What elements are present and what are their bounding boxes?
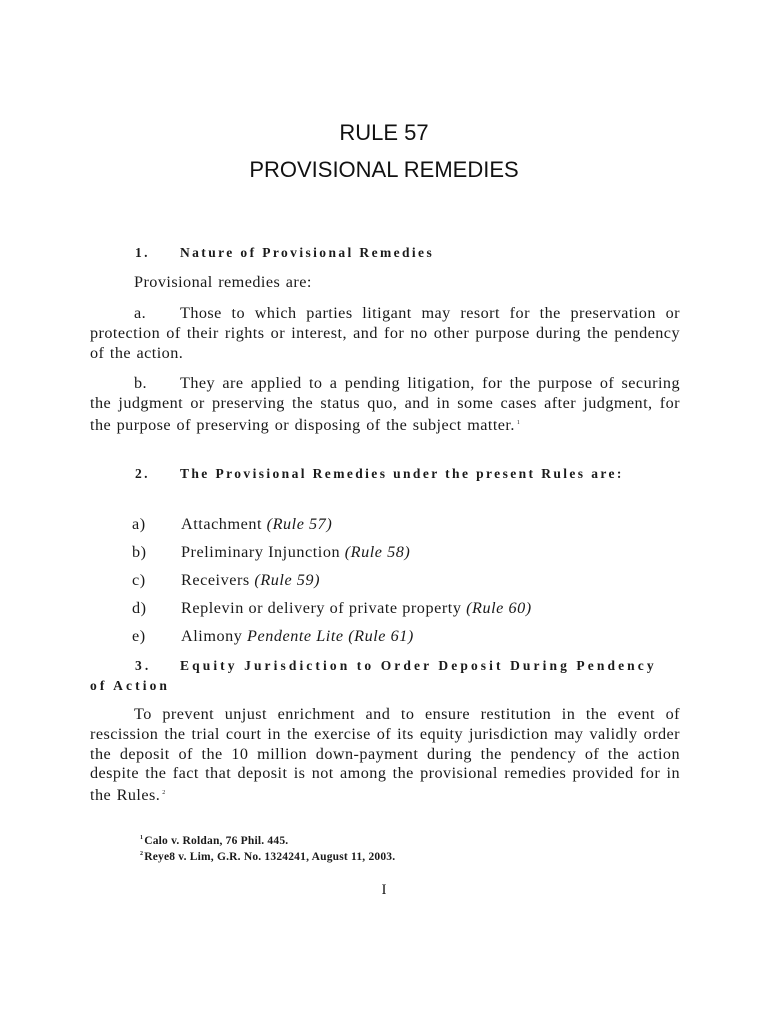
section-2-title: The Provisional Remedies under the present Rules are: — [180, 466, 624, 481]
paragraph-a-letter: a. — [134, 304, 147, 322]
remedy-item-text: Attachment — [181, 515, 267, 533]
remedy-item-replevin — [90, 598, 680, 618]
remedy-item-rule: (Rule 57) — [266, 515, 333, 533]
paragraph-a — [90, 304, 680, 363]
paragraph-b-text: They are applied to a pending litigation, for the purpose of securing the judgment or preserving the status quo, and in some cases after judgment, for the purpose of preserving or disposing of the subject matter. — [90, 374, 680, 434]
footnote-2 — [140, 851, 395, 863]
footnote-reference-1: 1 — [516, 419, 521, 426]
remedy-item-rule: (Rule 59) — [254, 571, 321, 589]
remedy-item-text: Preliminary Injunction — [181, 543, 345, 561]
section-1-intro-text: Provisional remedies are: — [134, 273, 312, 291]
rule-name-title: PROVISIONAL REMEDIES — [249, 157, 519, 182]
remedy-item-latin: Pendente Lite — [247, 627, 349, 645]
section-3-text: To prevent unjust enrichment and to ensure restitution in the event of rescission the trial court in the exercise of its equity jurisdiction may validly order the deposit of the 10 million down-payment during the pendency of the action despite the fact that deposit is not among the provisional remedies provided for in the Rules. — [90, 705, 680, 805]
remedy-item-attachment — [90, 514, 680, 534]
remedy-item-text: Receivers — [181, 571, 255, 589]
remedy-item-rule: (Rule 60) — [466, 599, 532, 617]
footnote-2-mark: 2 — [140, 851, 144, 857]
section-3-heading — [90, 656, 680, 696]
remedy-item-letter: d) — [132, 599, 147, 617]
footnote-1 — [140, 835, 288, 847]
paragraph-b — [90, 374, 680, 435]
section-1-title: Nature of Provisional Remedies — [180, 245, 435, 260]
remedy-item-injunction — [90, 542, 680, 562]
section-2-number: 2. — [135, 466, 150, 481]
remedy-item-letter: e) — [132, 627, 146, 645]
page-number: I — [381, 882, 387, 898]
section-2-heading — [90, 464, 680, 484]
footnote-reference-2: 2 — [162, 790, 166, 797]
remedy-item-alimony — [90, 626, 680, 646]
remedy-item-text: Alimony — [181, 627, 248, 645]
remedy-item-letter: c) — [132, 571, 146, 589]
remedy-item-letter: a) — [132, 515, 146, 533]
section-3-number: 3. — [135, 658, 152, 673]
remedy-item-letter: b) — [132, 543, 147, 561]
rule-number-title: RULE 57 — [339, 120, 429, 145]
paragraph-a-text: Those to which parties litigant may resort for the preservation or protection of their rights or interest, and for no other purpose during the pendency of the action. — [90, 304, 680, 362]
remedy-item-text: Replevin or delivery of private property — [181, 599, 467, 617]
section-3-title: Equity Jurisdiction to Order Deposit During Pendency of Action — [90, 658, 657, 693]
remedy-item-rule: (Rule 61) — [348, 627, 414, 645]
paragraph-b-letter: b. — [134, 374, 148, 392]
remedy-item-receivers — [90, 570, 680, 590]
footnote-1-text: Calo v. Roldan, 76 Phil. 445. — [144, 835, 289, 847]
section-1-intro — [90, 273, 680, 293]
remedy-item-rule: (Rule 58) — [344, 543, 411, 561]
section-1-heading — [90, 243, 680, 263]
footnote-2-text: Reye8 v. Lim, G.R. No. 1324241, August 11, 2003. — [144, 851, 396, 863]
section-3-paragraph — [90, 705, 680, 806]
footnote-1-mark: 1 — [140, 835, 144, 841]
section-1-number: 1. — [135, 245, 150, 260]
